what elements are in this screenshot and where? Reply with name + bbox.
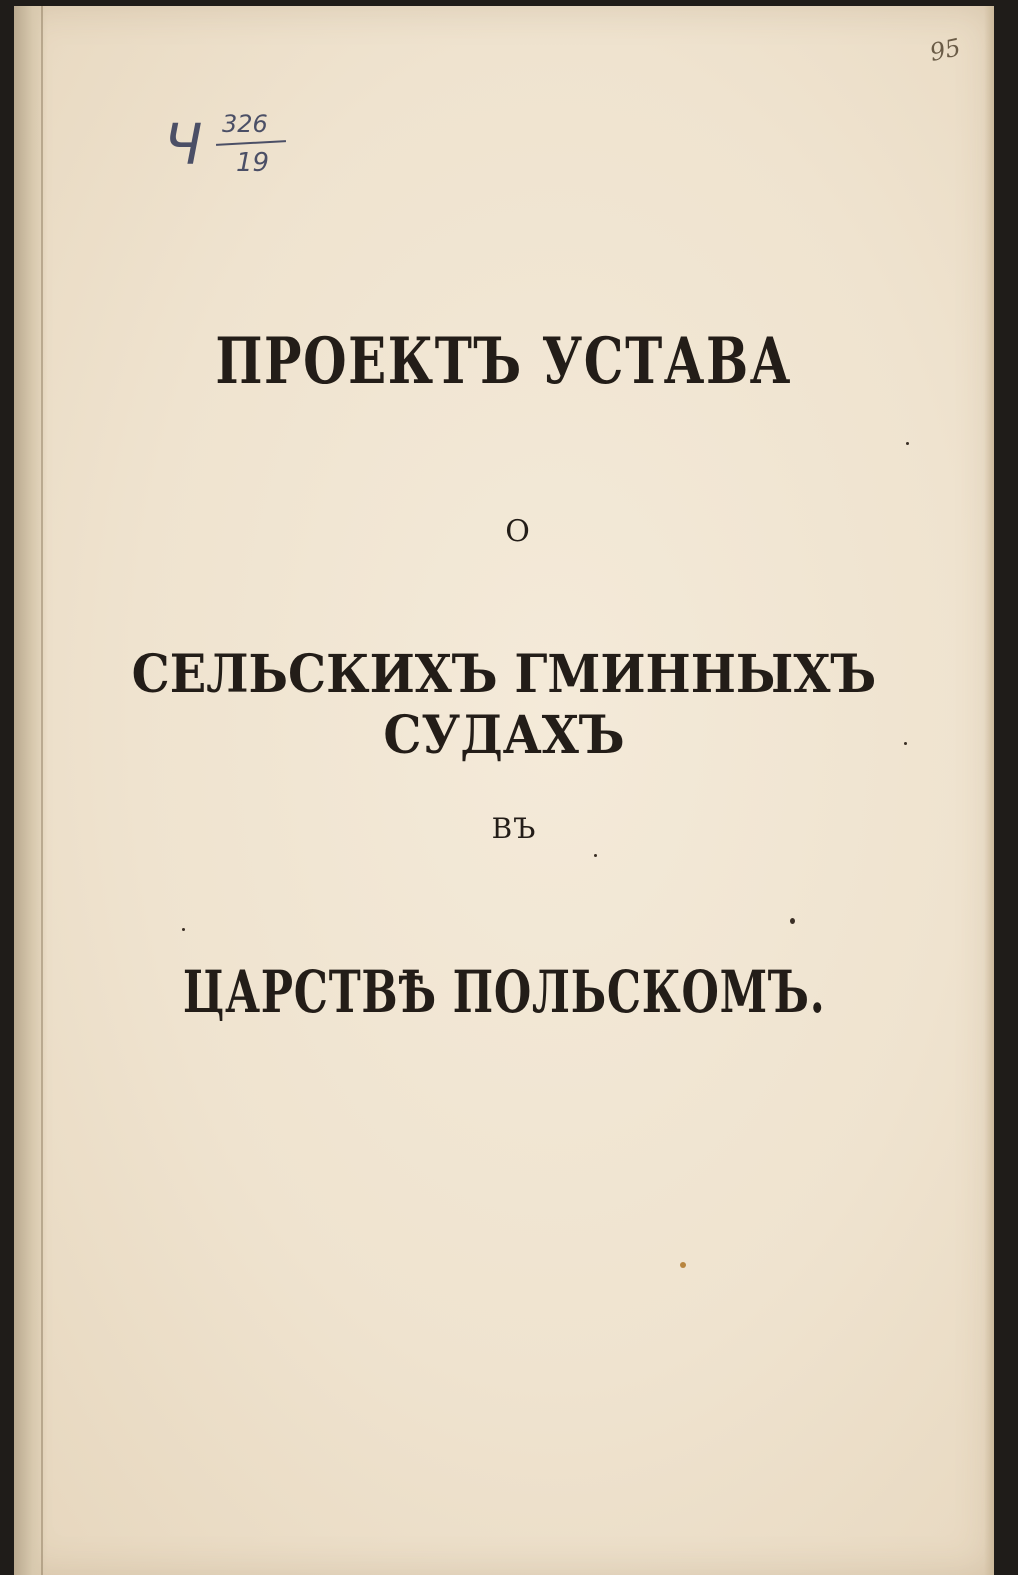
title-line-4: ВЪ xyxy=(491,812,537,845)
title-line-3-wrap xyxy=(14,644,994,766)
page-right-edge xyxy=(984,6,994,1575)
paper-speck xyxy=(594,854,597,857)
paper-sheet xyxy=(14,6,994,1575)
shelfmark-fraction-rule xyxy=(216,140,286,146)
title-line-1-wrap xyxy=(14,324,994,399)
paper-speck xyxy=(182,928,185,931)
title-line-3: СЕЛЬСКИХЪ ГМИННЫХЪ СУДАХЪ xyxy=(131,644,877,766)
folio-mark: 95 xyxy=(927,33,964,67)
shelfmark-letter: Ч xyxy=(164,113,203,178)
paper-speck xyxy=(790,918,795,924)
title-line-5: ЦАРСТВѢ ПОЛЬСКОМЪ. xyxy=(182,958,826,1026)
paper-speck xyxy=(906,442,909,445)
handwritten-shelfmark xyxy=(164,104,294,194)
paper-speck xyxy=(680,1262,686,1268)
shelfmark-denominator: 19 xyxy=(236,148,270,178)
title-line-1: ПРОЕКТЪ УСТАВА xyxy=(215,324,793,399)
binding-line xyxy=(41,6,43,1575)
paper-speck xyxy=(904,742,907,745)
title-line-5-wrap xyxy=(14,958,994,1026)
shelfmark-numerator: 326 xyxy=(222,110,268,138)
title-line-2: О xyxy=(505,514,531,549)
